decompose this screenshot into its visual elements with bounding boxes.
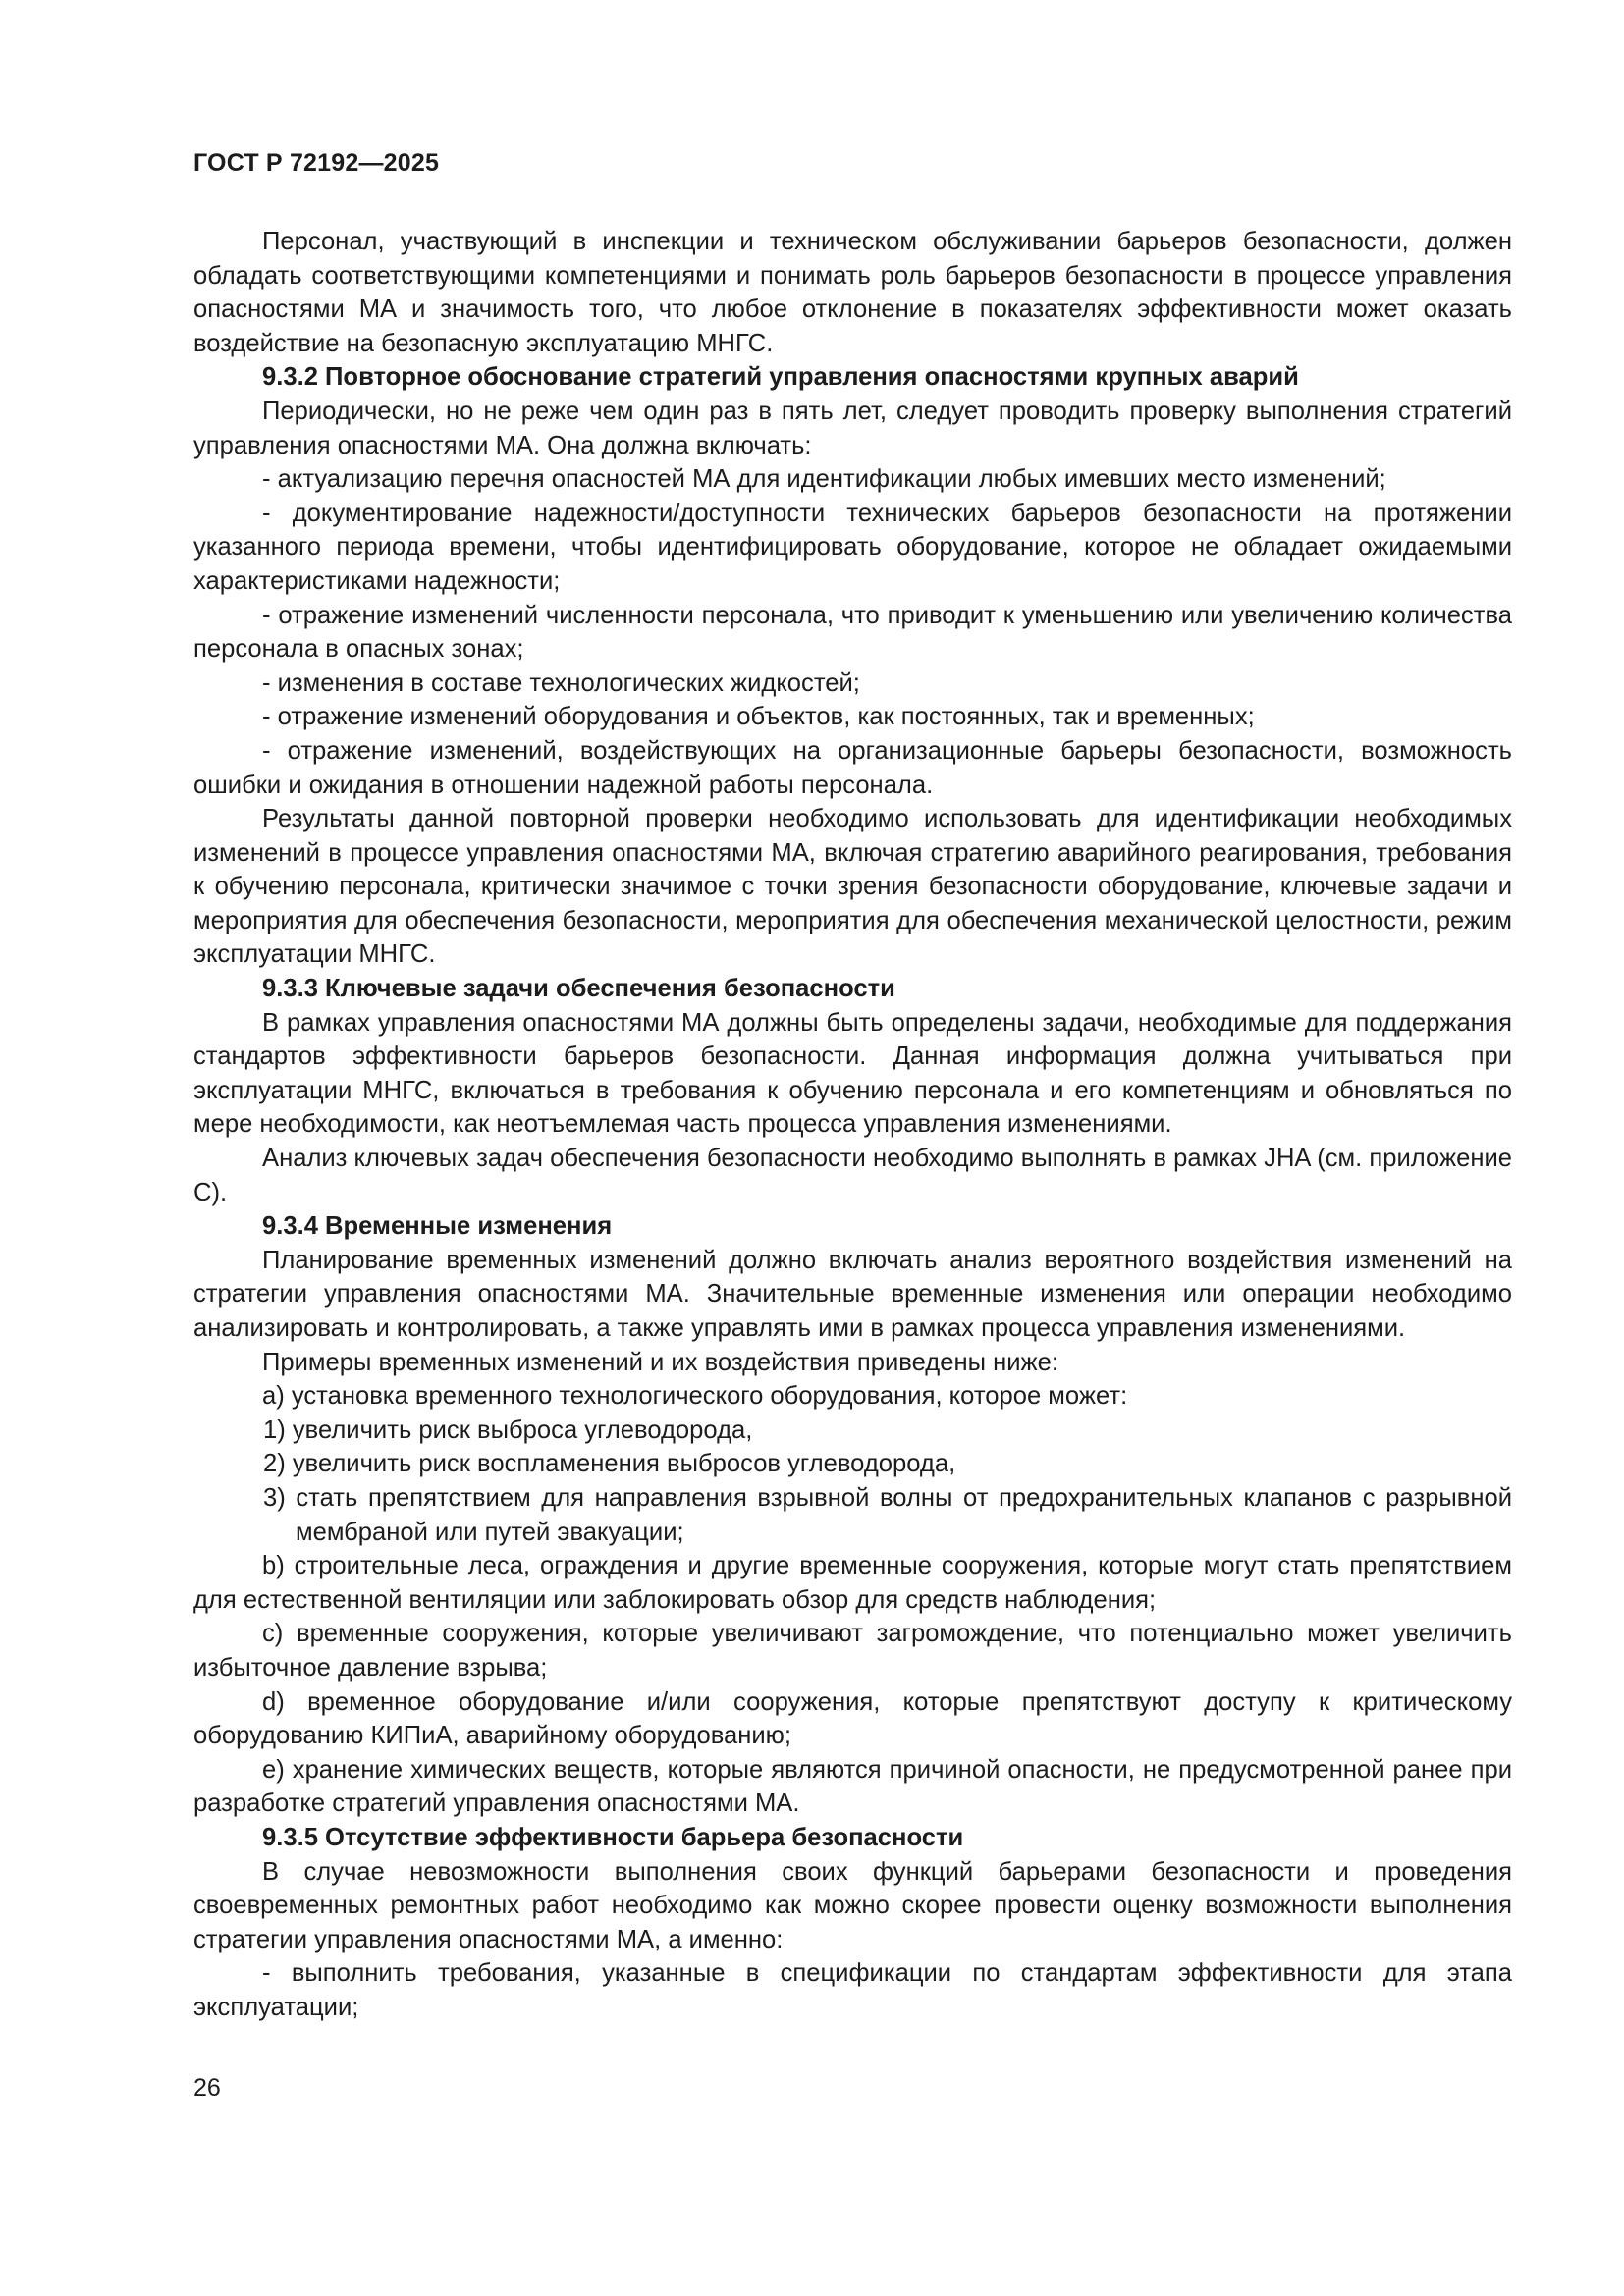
section-heading: 9.3.2 Повторное обоснование стратегий управления опасностями крупных аварий — [262, 363, 1299, 392]
sub-list-item: 2) увеличить риск воспламенения выбросов углеводорода, — [263, 1450, 956, 1478]
list-item: - документирование надежности/доступности технических барьеров безопасности на протяжении указанного периода времени, чтобы идентифицировать оборудование, которое не обладает ожидаемыми характеристиками надежности; — [193, 499, 1512, 595]
list-item: - отражение изменений численности персонала, что приводит к уменьшению или увеличению количества персонала в опасных зонах; — [193, 601, 1512, 664]
list-item: - отражение изменений оборудования и объектов, как постоянных, так и временных; — [262, 703, 1255, 731]
section-heading: 9.3.5 Отсутствие эффективности барьера безопасности — [262, 1823, 964, 1851]
page-number: 26 — [193, 2074, 221, 2102]
list-item: - актуализацию перечня опасностей МА для идентификации любых имевших место изменений; — [262, 465, 1386, 494]
section-heading: 9.3.4 Временные изменения — [262, 1212, 613, 1241]
list-item: - изменения в составе технологических жидкостей; — [262, 668, 860, 697]
paragraph: В рамках управления опасностями МА должны быть определены задачи, необходимые для поддержания стандартов эффективности барьеров безопасности. Данная информация должна учитываться при эксплуатации МНГС, включаться в требования к обучению персонала и его компетенциям и обновляться по мере необходимости, как неотъемлемая часть процесса управления изменениями. — [193, 1008, 1512, 1139]
list-item: - выполнить требования, указанные в спецификации по стандартам эффективности для этапа эксплуатации; — [193, 1959, 1512, 2021]
paragraph: Примеры временных изменений и их воздействия приведены ниже: — [262, 1348, 1058, 1376]
list-item: b) строительные леса, ограждения и другие временные сооружения, которые могут стать препятствием для естественной вентиляции или заблокировать обзор для средств наблюдения; — [193, 1552, 1512, 1614]
paragraph: Результаты данной повторной проверки необходимо использовать для идентификации необходимых изменений в процессе управления опасностями МА, включая стратегию аварийного реагирования, требования к обучению персонала, критически значимое с точки зрения безопасности оборудование, ключевые задачи и мероприятия для обеспечения безопасности, мероприятия для обеспечения механической целостности, режим эксплуатации МНГС. — [193, 805, 1512, 969]
section-heading: 9.3.3 Ключевые задачи обеспечения безопасности — [262, 975, 895, 1003]
document-body — [193, 225, 1512, 2024]
paragraph: Анализ ключевых задач обеспечения безопасности необходимо выполнять в рамках JHA (см. приложение С). — [193, 1145, 1512, 1206]
paragraph: Периодически, но не реже чем один раз в пять лет, следует проводить проверку выполнения стратегий управления опасностями МА. Она должна включать: — [193, 397, 1512, 459]
paragraph: Персонал, участвующий в инспекции и техническом обслуживании барьеров безопасности, должен обладать соответствующими компетенциями и понимать роль барьеров безопасности в процессе управления опасностями МА и значимость того, что любое отклонение в показателях эффективности может оказать воздействие на безопасную эксплуатацию МНГС. — [193, 228, 1512, 357]
document-header: ГОСТ Р 72192—2025 — [193, 149, 440, 177]
list-item: e) хранение химических веществ, которые являются причиной опасности, не предусмотренной ранее при разработке стратегий управления опасностями МА. — [193, 1755, 1512, 1818]
list-item: - отражение изменений, воздействующих на организационные барьеры безопасности, возможность ошибки и ожидания в отношении надежной работы персонала. — [193, 736, 1512, 799]
list-item: d) временное оборудование и/или сооружения, которые препятствуют доступу к критическому оборудованию КИПиА, аварийному оборудованию; — [193, 1687, 1512, 1750]
sub-list-item: 1) увеличить риск выброса углеводорода, — [263, 1415, 753, 1444]
list-item: c) временные сооружения, которые увеличивают загромождение, что потенциально может увеличить избыточное давление взрыва; — [193, 1620, 1512, 1682]
paragraph: Планирование временных изменений должно включать анализ вероятного воздействия изменений на стратегии управления опасностями МА. Значительные временные изменения или операции необходимо анализировать и контролировать, а также управлять ими в рамках процесса управления изменениями. — [193, 1246, 1512, 1342]
sub-list-item: 3) стать препятствием для направления взрывной волны от предохранительных клапанов с разрывной мембраной или путей эвакуации; — [263, 1483, 1512, 1546]
paragraph: В случае невозможности выполнения своих функций барьерами безопасности и проведения своевременных ремонтных работ необходимо как можно скорее провести оценку возможности выполнения стратегии управления опасностями МА, а именно: — [193, 1857, 1512, 1953]
list-item: a) установка временного технологического оборудования, которое может: — [262, 1382, 1128, 1411]
